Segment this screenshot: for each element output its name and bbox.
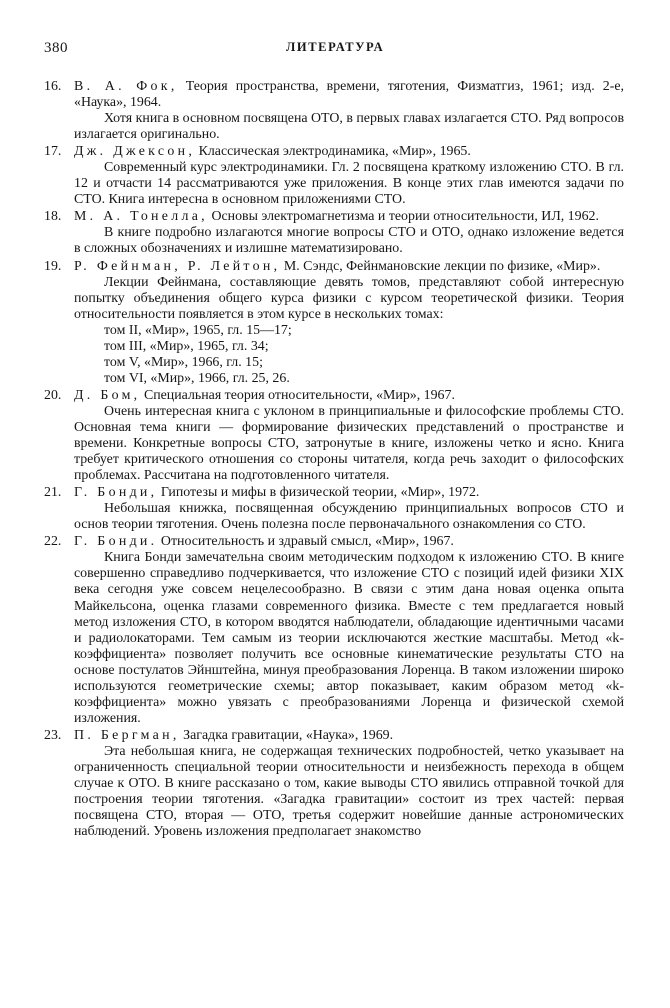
entry-number: 22.	[44, 534, 62, 550]
entry-author: Г. Бонди.	[74, 534, 158, 550]
bibliography-entry	[44, 728, 624, 840]
entry-author: Р. Фейнман, Р. Лейтон,	[74, 258, 281, 274]
bibliography-entry	[44, 209, 624, 257]
entry-title: М. Сэндс, Фейнмановские лекции по физике, «Мир».	[283, 258, 601, 274]
bibliography-entry	[44, 144, 624, 208]
entry-citation	[44, 388, 624, 404]
entry-number: 17.	[44, 144, 62, 160]
volume-item: том III, «Мир», 1965, гл. 34;	[104, 338, 269, 354]
entry-author: Дж. Джексон,	[74, 144, 196, 160]
entry-annotation: Хотя книга в основном посвящена ОТО, в первых главах излагается СТО. Ряд вопросов излагается оригинально.	[74, 111, 624, 143]
entry-citation	[44, 485, 624, 501]
entry-annotation: В книге подробно излагаются многие вопросы СТО и ОТО, однако изложение ведется в сложных обозначениях и излишне математизировано.	[74, 225, 624, 257]
entry-title: Основы электромагнетизма и теории относительности, ИЛ, 1962.	[211, 209, 599, 225]
entry-author: П. Бергман,	[74, 727, 180, 743]
bibliography-list	[44, 79, 624, 841]
running-title: ЛИТЕРАТУРА	[286, 40, 385, 54]
entry-citation	[44, 534, 624, 550]
entry-annotation: Небольшая книжка, посвященная обсуждению принципиальных вопросов СТО и основ теории тяготения. Очень полезна после первоначального ознакомления со СТО.	[74, 501, 624, 533]
entry-annotation: Эта небольшая книга, не содержащая технических подробностей, четко указывает на ограниченность специальной теории относительности и неизбежность перехода в общем случае к ОТО. В книге рассказано о том, какие выводы СТО явились отправной точкой для построения теории тяготения. «Загадка гравитации» состоит из трех частей: первая посвящена СТО, вторая — ОТО, третья содержит новейшие данные астрономических наблюдений. Уровень изложения предполагает знакомство	[74, 743, 624, 840]
page-header	[0, 40, 670, 58]
entry-annotation: Книга Бонди замечательна своим методическим подходом к изложению СТО. В книге совершенно справедливо подчеркивается, что изложение СТО с позиций идей физики XIX века сегодня уже совсем нецелесообразно. В связи с этим дана новая оценка опыта Майкельсона, оценка глазами современного физика. Вместе с тем предлагается новый метод изложения СТО, в котором вводятся наблюдатели, обладающие идентичными часами и радиолокаторами. Тем самым из теории исключаются жесткие масштабы. Метод «k-коэффициента» позволяет получить все основные кинематические результаты СТО на основе постулатов Эйнштейна, минуя преобразования Лоренца. В таком изложении широко используются геометрические схемы; автор показывает, каким образом метод «k-коэффициента» можно увязать с преобразованиями Лоренца и физической схемой изложения.	[74, 550, 624, 726]
entry-annotation: Очень интересная книга с уклоном в принципиальные и философские проблемы СТО. Основная тема книги — формирование физических представлений о пространстве и времени. Конкретные вопросы СТО, затронутые в книге, изложены четко и ясно. Книга требует критического отношения со стороны читателя, когда речь заходит о философских проблемах. Рассчитана на подготовленного читателя.	[74, 403, 624, 484]
entry-annotation: Лекции Фейнмана, составляющие девять томов, представляют собой интересную попытку объединения общего курса физики с курсом теоретической физики. Теория относительности появляется в этом курсе в нескольких томах:	[74, 274, 624, 322]
entry-author: Г. Бонди,	[74, 485, 158, 501]
entry-author: Д. Бом,	[74, 387, 141, 403]
entry-title: Специальная теория относительности, «Мир», 1967.	[143, 387, 455, 403]
entry-number: 21.	[44, 485, 62, 501]
entry-citation	[44, 144, 624, 160]
entry-title: Теория пространства, времени, тяготения, Физматгиз, 1961; изд. 2-е, «Наука», 1964.	[74, 79, 624, 111]
entry-citation	[44, 259, 624, 275]
volume-item: том V, «Мир», 1966, гл. 15;	[104, 354, 263, 370]
entry-number: 16.	[44, 79, 62, 94]
entry-annotation: Современный курс электродинамики. Гл. 2 посвящена краткому изложению СТО. В гл. 12 и отчасти 14 рассматриваются уже приложения. В конце этих глав имеются задачи по СТО. Книга интересна в основном приложениями СТО.	[74, 160, 624, 208]
entry-author: М. А. Тонелла,	[74, 209, 208, 225]
entry-number: 19.	[44, 258, 62, 274]
bibliography-entry	[44, 388, 624, 484]
entry-citation	[44, 209, 624, 225]
bibliography-entry	[44, 485, 624, 533]
bibliography-entry	[44, 259, 624, 387]
entry-title: Гипотезы и мифы в физической теории, «Мир», 1972.	[160, 485, 480, 501]
entry-citation	[44, 728, 624, 744]
entry-number: 18.	[44, 209, 62, 225]
page-number: 380	[44, 40, 68, 56]
bibliography-entry	[44, 534, 624, 727]
entry-number: 20.	[44, 387, 62, 403]
bibliography-entry	[44, 79, 624, 143]
entry-author: В. А. Фок,	[74, 79, 178, 94]
volume-list	[44, 323, 624, 387]
entry-title: Относительность и здравый смысл, «Мир», 1967.	[160, 534, 454, 550]
volume-item: том VI, «Мир», 1966, гл. 25, 26.	[104, 370, 290, 386]
entry-title: Классическая электродинамика, «Мир», 1965.	[198, 144, 471, 160]
entry-number: 23.	[44, 727, 62, 743]
entry-citation	[44, 79, 624, 111]
volume-item: том II, «Мир», 1965, гл. 15—17;	[104, 322, 292, 338]
entry-title: Загадка гравитации, «Наука», 1969.	[183, 727, 394, 743]
